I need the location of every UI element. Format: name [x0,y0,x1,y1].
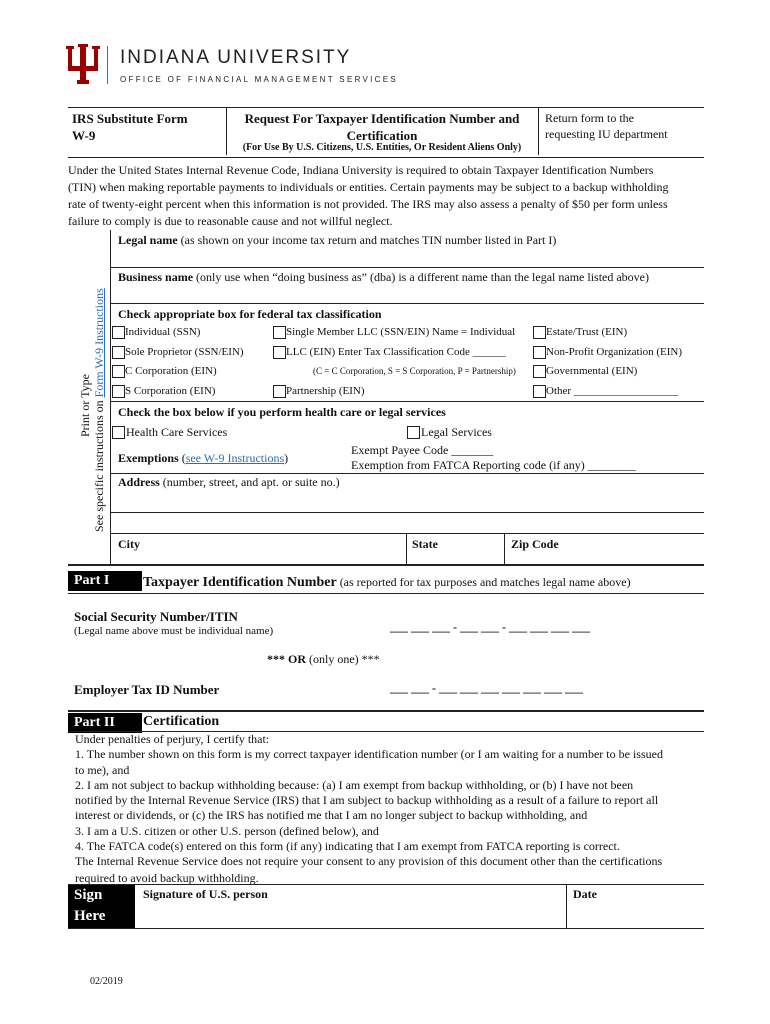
individual-label: Individual (SSN) [125,326,201,338]
cert-line: interest or dividends, or (c) the IRS has notified me that I am no longer subject to backup withholding, and [75,808,588,823]
partnership-checkbox[interactable] [273,385,286,398]
c-corp-checkbox[interactable] [112,365,125,378]
form-name-line1: IRS Substitute Form [72,111,188,126]
exemptions-rule [110,473,704,474]
office-name: OFFICE OF FINANCIAL MANAGEMENT SERVICES [120,75,399,84]
address-hint: (number, street, and apt. or suite no.) [159,475,340,489]
city-field[interactable] [118,537,398,563]
cert-line: notified by the Internal Revenue Service (IRS) that I am subject to backup withholding as a result of a failure to report all [75,793,659,808]
governmental-checkbox[interactable] [533,365,546,378]
or-note-prefix: *** [267,652,288,666]
ssn-label: Social Security Number/ITIN [74,609,238,624]
part1-title-text: Taxpayer Identification Number [143,575,337,590]
form-title-line2: Certification [346,128,418,143]
return-line2: requesting IU department [545,127,668,141]
sign-here-block [68,885,135,928]
services-heading: Check the box below if you perform health care or legal services [118,405,446,419]
state-label: State [412,537,438,551]
cert-line: 3. I am a U.S. citizen or other U.S. person (defined below), and [75,823,379,838]
legal-services-label: Legal Services [421,425,492,439]
state-field[interactable] [412,537,500,563]
iu-trident-icon [66,44,100,86]
date-field[interactable] [573,887,701,927]
part1-rule [68,593,704,594]
revision-date: 02/2019 [90,976,123,987]
signature-top-rule [68,884,704,885]
business-name-label: Business name [118,270,194,284]
estate-label: Estate/Trust (EIN) [546,326,628,338]
ssn-input[interactable]: ___ ___ ___ - ___ ___ - ___ ___ ___ ___ [390,620,590,634]
signature-field[interactable] [143,887,563,927]
address-label: Address [118,475,160,489]
city-state-divider [406,533,407,564]
specific-instructions-label [92,288,107,532]
date-label: Date [573,887,597,901]
smllc-checkbox[interactable] [273,326,286,339]
consent-text [75,853,662,887]
titlebar-bottom-rule [68,157,704,158]
exemptions-close: ) [284,451,289,465]
sign-label: Sign [74,887,103,903]
llc-label: LLC (EIN) Enter Tax Classification Code ______ [286,346,506,358]
legal-services-checkbox[interactable] [407,426,420,439]
part1-title [143,573,631,591]
cert-line: Under penalties of perjury, I certify that: [75,732,270,746]
fields-bottom-rule [68,564,704,566]
governmental-label: Governmental (EIN) [546,365,638,377]
or-note-bold: OR [288,652,306,666]
titlebar-divider-right [538,107,539,155]
ein-input[interactable]: ___ ___ - ___ ___ ___ ___ ___ ___ ___ [390,681,583,695]
llc-code-note: (C = C Corporation, S = S Corporation, P = Partnership) [313,366,516,376]
certification-text [75,732,663,854]
smllc-label: Single Member LLC (SSN/EIN) Name = Individual [286,326,516,338]
partnership-label: Partnership (EIN) [286,385,365,397]
s-corp-checkbox[interactable] [112,385,125,398]
return-line1: Return form to the [545,111,634,125]
nonprofit-label: Non-Profit Organization (EIN) [546,346,683,358]
c-corp-label: C Corporation (EIN) [125,365,217,377]
sole-prop-checkbox[interactable] [112,346,125,359]
form-title [226,110,538,144]
part1-tag: Part I [68,571,142,591]
exemptions-label: Exemptions [118,451,179,465]
form-subtitle: (For Use By U.S. Citizens, U.S. Entities, Or Resident Aliens Only) [242,142,522,153]
intro-line3: rate of twenty-eight percent when this information is not provided. The IRS may also assess a penalty of $50 per form unless [68,197,668,211]
consent-line1: The Internal Revenue Service does not require your consent to any provision of this document other than the certifications [75,854,663,868]
address-field[interactable] [118,475,698,511]
w9-instructions-link[interactable]: Form W-9 Instructions [92,288,106,398]
intro-line4: failure to comply is due to reasonable cause and not willful neglect. [68,214,393,228]
other-label: Other ___________________ [546,385,679,397]
address-rule-2 [110,533,704,534]
city-label: City [118,537,140,551]
here-label: Here [74,908,106,924]
state-zip-divider [504,533,505,564]
other-checkbox[interactable] [533,385,546,398]
intro-paragraph [68,162,669,230]
cert-line: to me), and [75,762,130,777]
tax-class-heading: Check appropriate box for federal tax classification [118,307,382,321]
titlebar-top-rule [68,107,704,108]
signature-date-divider [566,884,567,929]
business-name-rule [110,303,704,304]
fields-left-border [110,230,111,564]
logo-divider [107,46,108,84]
or-note [267,652,380,667]
sole-prop-label: Sole Proprietor (SSN/EIN) [125,346,244,358]
iu-logo [66,44,100,86]
exemptions-link[interactable]: see W-9 Instructions [185,451,285,465]
ssn-hint: (Legal name above must be individual name) [74,625,274,637]
zip-label: Zip Code [511,537,559,551]
university-name: INDIANA UNIVERSITY [120,47,352,68]
cert-line: 4. The FATCA code(s) entered on this form (if any) indicating that I am exempt from FATCA reporting is correct. [75,839,620,854]
part1-title-hint: (as reported for tax purposes and matches legal name above) [336,575,631,589]
fatca-exemption-field[interactable]: Exemption from FATCA Reporting code (if any) ________ [351,458,636,472]
exempt-payee-field[interactable]: Exempt Payee Code _______ [351,443,494,457]
signature-label: Signature of U.S. person [143,887,268,901]
legal-name-hint: (as shown on your income tax return and matches TIN number listed in Part I) [177,233,557,247]
cert-line: 2. I am not subject to backup withholding because: (a) I am exempt from backup withholding, or (b) I have not been [75,777,634,792]
business-name-field[interactable] [118,270,698,300]
cert-line: 1. The number shown on this form is my correct taxpayer identification number (or I am waiting for a number to be issued [75,747,663,762]
part2-title: Certification [143,714,220,729]
or-note-suffix: (only one) *** [306,652,380,666]
legal-name-label: Legal name [118,233,178,247]
llc-checkbox[interactable] [273,346,286,359]
specific-instructions-text: See specific instructions on [92,397,106,532]
exemptions-open: ( [178,451,186,465]
form-name-line2: W-9 [72,128,96,143]
zip-field[interactable] [511,537,701,563]
exemptions-field [118,451,288,466]
part2-top-rule [68,710,704,712]
tax-class-rule [110,401,704,402]
health-care-checkbox[interactable] [112,426,125,439]
health-care-label: Health Care Services [126,425,228,439]
signature-bottom-rule [68,928,704,929]
intro-line1: Under the United States Internal Revenue Code, Indiana University is required to obtain Taxpayer Identification Numbers [68,163,654,177]
legal-name-rule [110,267,704,268]
estate-checkbox[interactable] [533,326,546,339]
part2-tag: Part II [68,713,142,733]
business-name-hint: (only use when “doing business as” (dba) is a different name than the legal name listed above) [193,270,650,284]
s-corp-label: S Corporation (EIN) [125,385,216,397]
nonprofit-checkbox[interactable] [533,346,546,359]
form-title-line1: Request For Taxpayer Identification Number and [244,111,520,126]
consent-line2: required to avoid backup withholding. [75,871,259,885]
individual-checkbox[interactable] [112,326,125,339]
address-rule-1 [110,512,704,513]
form-name [72,110,188,144]
print-or-type-label: Print or Type [78,374,92,437]
legal-name-field[interactable] [118,233,698,267]
intro-line2: (TIN) when making reportable payments to individuals or entities. Certain payments may be subject to a backup withholding [68,180,669,194]
return-instructions [545,110,668,142]
ein-label: Employer Tax ID Number [74,682,220,697]
